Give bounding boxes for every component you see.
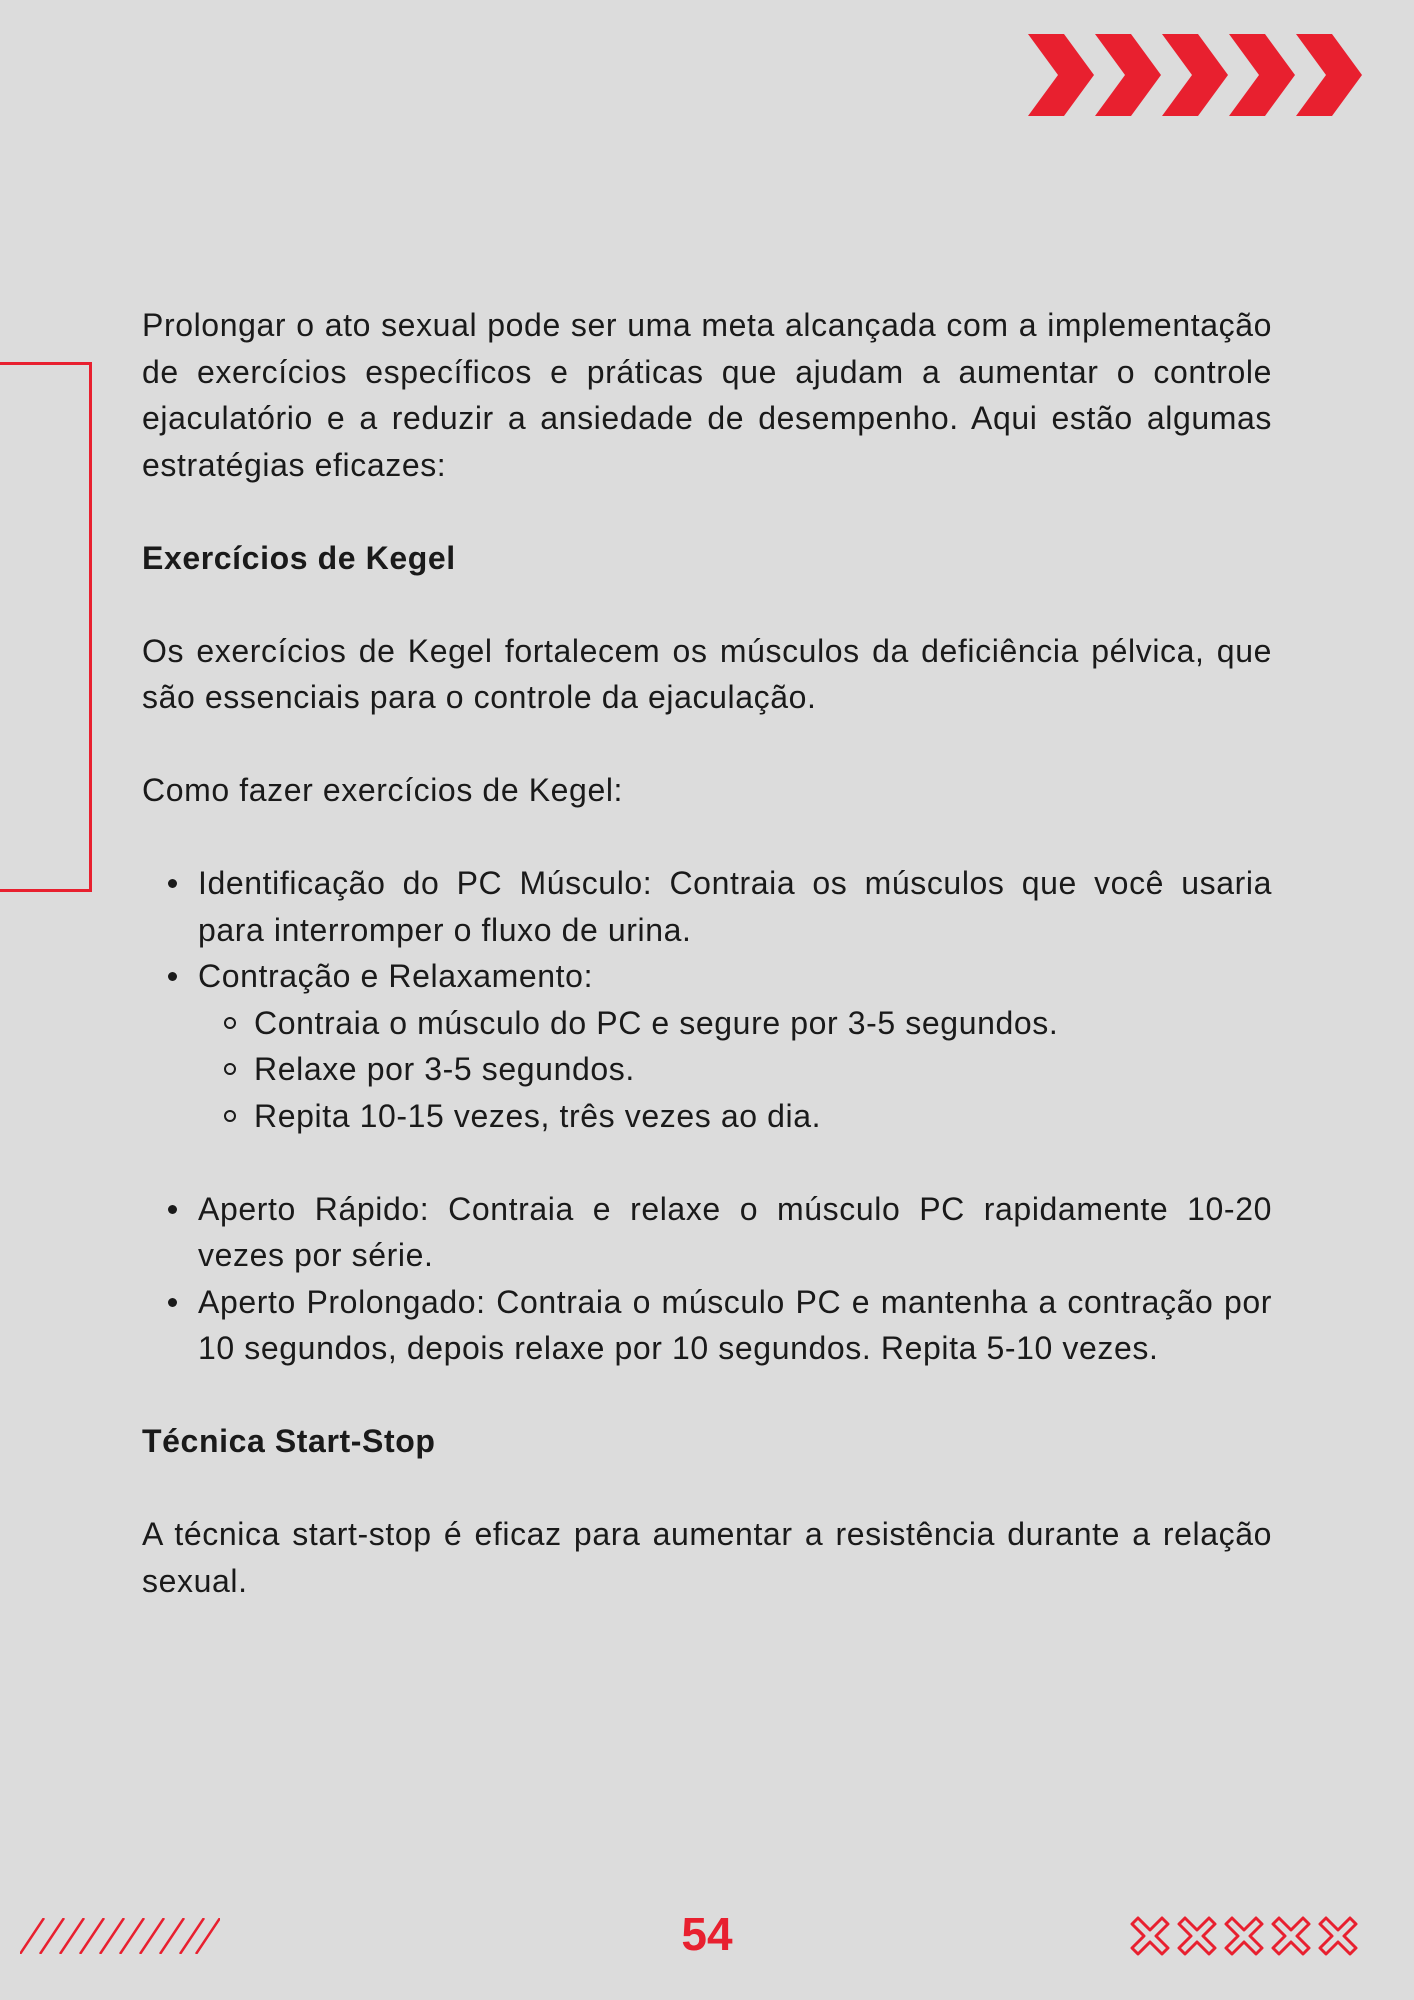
x-mark-icon xyxy=(1226,1918,1262,1954)
chevron-right-icon xyxy=(1296,34,1362,116)
x-marks-decoration xyxy=(1128,1914,1362,1958)
sub-list-item: Repita 10-15 vezes, três vezes ao dia. xyxy=(254,1093,1272,1140)
kegel-paragraph: Os exercícios de Kegel fortalecem os músculos da deficiência pélvica, que são essenciais para o controle da ejaculação. xyxy=(142,632,1272,715)
chevron-right-icon xyxy=(1229,34,1295,116)
chevron-right-icon xyxy=(1095,34,1161,116)
left-bracket-decoration xyxy=(0,362,92,892)
chevrons-decoration xyxy=(1028,34,1362,116)
chevron-right-icon xyxy=(1162,34,1228,116)
section-heading-start-stop: Técnica Start-Stop xyxy=(142,1423,436,1459)
x-mark-icon xyxy=(1132,1918,1168,1954)
list-item xyxy=(198,953,1272,1139)
kegel-steps-list-continued xyxy=(142,1186,1272,1372)
kegel-steps-list xyxy=(142,860,1272,1139)
kegel-howto: Como fazer exercícios de Kegel: xyxy=(142,772,624,808)
sub-list-item: Contraia o músculo do PC e segure por 3-5 segundos. xyxy=(254,1000,1272,1047)
list-item: Identificação do PC Músculo: Contraia os músculos que você usaria para interromper o fluxo de urina. xyxy=(198,860,1272,953)
list-item: Aperto Prolongado: Contraia o músculo PC e mantenha a contração por 10 segundos, depois relaxe por 10 segundos. Repita 5-10 vezes. xyxy=(198,1279,1272,1372)
diagonal-lines-decoration xyxy=(20,1918,220,1954)
start-stop-paragraph: A técnica start-stop é eficaz para aumentar a resistência durante a relação sexual. xyxy=(142,1516,1272,1599)
main-content xyxy=(142,302,1272,1604)
x-mark-icon xyxy=(1273,1918,1309,1954)
sub-list-item: Relaxe por 3-5 segundos. xyxy=(254,1046,1272,1093)
chevron-right-icon xyxy=(1028,34,1094,116)
x-mark-icon xyxy=(1320,1918,1356,1954)
x-mark-icon xyxy=(1179,1918,1215,1954)
list-item: Aperto Rápido: Contraia e relaxe o músculo PC rapidamente 10-20 vezes por série. xyxy=(198,1186,1272,1279)
list-item-label: Contração e Relaxamento: xyxy=(198,958,594,994)
section-heading-kegel: Exercícios de Kegel xyxy=(142,539,456,576)
page-number: 54 xyxy=(681,1908,733,1960)
intro-paragraph: Prolongar o ato sexual pode ser uma meta alcançada com a implementação de exercícios específicos e práticas que ajudam a aumentar o controle ejaculatório e a reduzir a ansiedade de desempenho. Aqui estão algumas estratégias eficazes: xyxy=(142,307,1272,483)
sub-list xyxy=(198,1000,1272,1140)
